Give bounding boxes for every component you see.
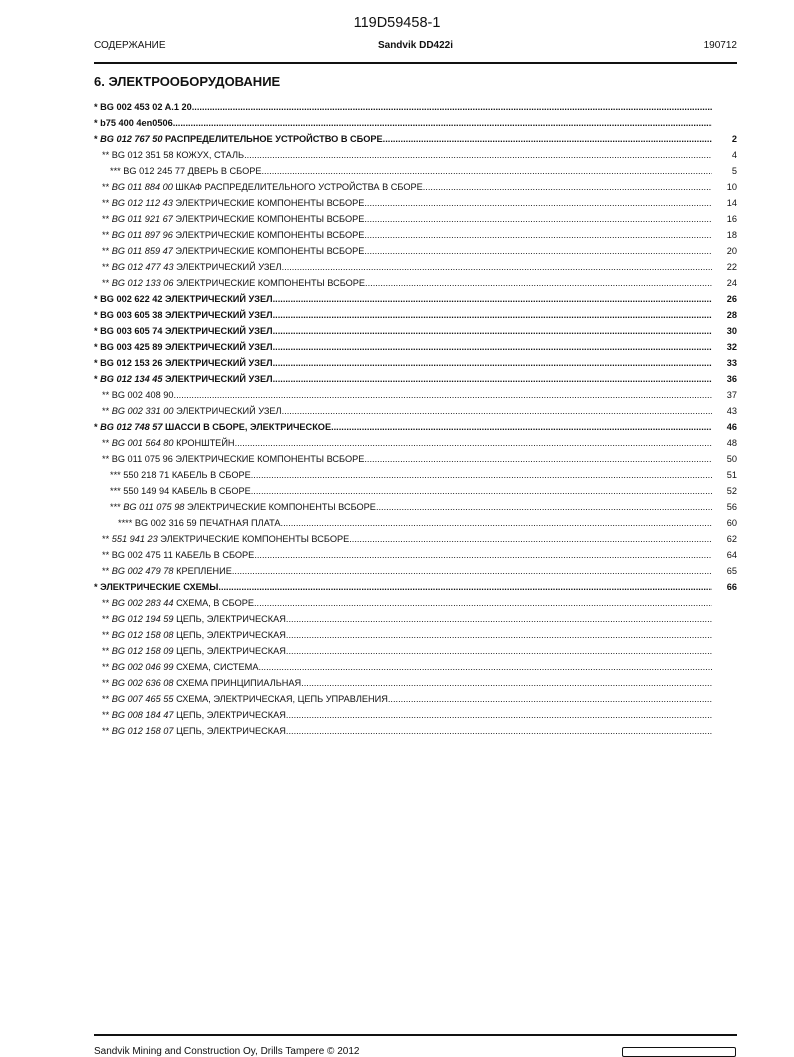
toc-entry-text — [94, 307, 712, 323]
toc-entry-page-number: 26 — [726, 294, 737, 304]
toc-entry-level-marker: ** — [102, 646, 112, 656]
toc-entry-level-marker: * — [94, 358, 101, 368]
toc-entry[interactable] — [94, 163, 737, 179]
toc-entry-code: BG 011 921 67 — [111, 214, 173, 224]
toc-entry-title: СХЕМА, ЭЛЕКТРИЧЕСКАЯ, ЦЕПЬ УПРАВЛЕНИЯ — [176, 694, 388, 704]
toc-entry-code: BG 001 564 80 — [111, 438, 174, 448]
toc-entry-page-number: 66 — [726, 582, 737, 592]
toc-entry-title: ЭЛЕКТРИЧЕСКИЕ КОМПОНЕНТЫ ВСБОРЕ — [186, 502, 376, 512]
toc-entry-level-marker: ** — [102, 710, 112, 720]
toc-entry-level-marker: ** — [102, 726, 112, 736]
toc-entry-level-marker: * — [94, 102, 101, 112]
toc-entry-text — [94, 339, 712, 355]
toc-entry-level-marker: *** — [110, 486, 124, 496]
toc-entry[interactable] — [94, 691, 737, 707]
toc-entry-code: BG 012 477 43 — [111, 262, 174, 272]
section-title: 6. ЭЛЕКТРООБОРУДОВАНИЕ — [94, 74, 281, 89]
toc-entry-title: ЭЛЕКТРИЧЕСКИЙ УЗЕЛ — [176, 406, 282, 416]
toc-entry-title: СХЕМА ПРИНЦИПИАЛЬНАЯ — [176, 678, 302, 688]
toc-entry-page-number: 22 — [726, 262, 737, 272]
toc-entry-text — [102, 435, 712, 451]
toc-entry[interactable] — [94, 227, 737, 243]
toc-entry-title: ЭЛЕКТРИЧЕСКИЕ КОМПОНЕНТЫ ВСБОРЕ — [175, 230, 365, 240]
toc-entry-title: ЭЛЕКТРИЧЕСКИЕ КОМПОНЕНТЫ ВСБОРЕ — [175, 246, 365, 256]
toc-entry-title: КАБЕЛЬ В СБОРЕ — [171, 486, 251, 496]
toc-entry-level-marker: * — [94, 422, 101, 432]
toc-entry-text — [102, 531, 712, 547]
toc-entry-level-marker: ** — [102, 630, 112, 640]
toc-entry-code: BG 002 331 00 — [111, 406, 174, 416]
toc-entry[interactable] — [94, 403, 737, 419]
toc-entry-level-marker: ** — [102, 694, 112, 704]
toc-entry-text — [94, 355, 712, 371]
toc-entry-text — [94, 99, 712, 115]
toc-entry-page-number: 64 — [726, 550, 737, 560]
toc-entry-level-marker: * — [94, 342, 101, 352]
toc-entry-text — [110, 163, 712, 179]
toc-entry-title: ЭЛЕКТРИЧЕСКИЕ КОМПОНЕНТЫ ВСБОРЕ — [160, 534, 350, 544]
toc-entry[interactable] — [94, 371, 737, 387]
toc-entry-code: BG 003 605 38 — [100, 310, 163, 320]
toc-entry-page-number: 10 — [726, 182, 737, 192]
toc-entry-text — [118, 515, 712, 531]
toc-entry-code: BG 002 046 99 — [111, 662, 174, 672]
toc-entry-level-marker: ** — [102, 198, 112, 208]
toc-entry-code: BG 012 133 06 — [111, 278, 174, 288]
toc-entry[interactable] — [94, 611, 737, 627]
toc-entry-page-number: 56 — [726, 502, 737, 512]
toc-entry-code: 550 218 71 — [123, 470, 170, 480]
toc-entry-text — [94, 419, 712, 435]
toc-entry-level-marker: * — [94, 326, 101, 336]
toc-entry-text — [94, 371, 712, 387]
toc-entry-text — [102, 675, 712, 691]
toc-entry-code: BG 002 622 42 — [100, 294, 163, 304]
toc-entry-title: ШКАФ РАСПРЕДЕЛИТЕЛЬНОГО УСТРОЙСТВА В СБОРЕ — [175, 182, 423, 192]
toc-entry[interactable] — [94, 643, 737, 659]
toc-entry-page-number: 65 — [726, 566, 737, 576]
toc-entry-page-number: 37 — [726, 390, 737, 400]
toc-entry-text — [110, 483, 712, 499]
toc-entry-code: BG 011 075 96 — [111, 454, 173, 464]
toc-entry-text — [102, 275, 712, 291]
toc-entry-title: РАСПРЕДЕЛИТЕЛЬНОЕ УСТРОЙСТВО В СБОРЕ — [165, 134, 383, 144]
toc-entry-level-marker: ** — [102, 230, 112, 240]
toc-entry[interactable] — [94, 355, 737, 371]
page-header — [94, 40, 737, 56]
toc-entry-level-marker: *** — [110, 166, 124, 176]
toc-entry-page-number: 28 — [726, 310, 737, 320]
toc-entry-title: ЭЛЕКТРИЧЕСКИЙ УЗЕЛ — [165, 294, 273, 304]
toc-entry-title: КОЖУХ, СТАЛЬ — [176, 150, 245, 160]
toc-entry-code: BG 011 075 98 — [123, 502, 185, 512]
toc-entry-level-marker: * — [94, 294, 101, 304]
toc-entry-code: BG 012 767 50 — [100, 134, 163, 144]
toc-entry[interactable] — [94, 291, 737, 307]
toc-entry-code: BG 011 897 96 — [111, 230, 173, 240]
toc-entry[interactable] — [94, 307, 737, 323]
toc-entry-title: ЭЛЕКТРИЧЕСКИЙ УЗЕЛ — [165, 342, 273, 352]
toc-entry-page-number: 30 — [726, 326, 737, 336]
toc-entry-level-marker: **** — [118, 518, 135, 528]
toc-entry-code: 551 941 23 — [111, 534, 158, 544]
toc-entry-level-marker: ** — [102, 678, 112, 688]
toc-entry-level-marker: *** — [110, 502, 124, 512]
toc-entry-text — [102, 387, 712, 403]
toc-entry-code: ЭЛЕКТРИЧЕСКИЕ СХЕМЫ — [100, 582, 219, 592]
toc-entry-code: BG 011 884 00 — [111, 182, 173, 192]
toc-entry-text — [94, 291, 712, 307]
toc-entry-code: BG 012 245 77 — [123, 166, 186, 176]
toc-entry-level-marker: * — [94, 134, 101, 144]
toc-entry-text — [102, 611, 712, 627]
toc-entry-level-marker: * — [94, 374, 101, 384]
toc-entry[interactable] — [94, 147, 737, 163]
toc-entry-title: ШАССИ В СБОРЕ, ЭЛЕКТРИЧЕСКОЕ — [165, 422, 332, 432]
toc-entry-text — [102, 643, 712, 659]
footer-logo-icon — [622, 1047, 736, 1057]
toc-entry-code: BG 002 453 02 A.1 20 — [100, 102, 192, 112]
toc-entry-text — [102, 707, 712, 723]
toc-entry-page-number: 33 — [726, 358, 737, 368]
toc-entry-title: КРОНШТЕЙН — [176, 438, 235, 448]
toc-entry-code: BG 008 184 47 — [111, 710, 174, 720]
toc-entry-title: КАБЕЛЬ В СБОРЕ — [171, 470, 251, 480]
toc-entry-level-marker: ** — [102, 214, 112, 224]
toc-entry-code: BG 012 351 58 — [111, 150, 174, 160]
toc-entry-text — [94, 323, 712, 339]
toc-entry-title: ЭЛЕКТРИЧЕСКИЕ КОМПОНЕНТЫ ВСБОРЕ — [176, 278, 366, 288]
toc-entry-level-marker: ** — [102, 566, 112, 576]
toc-entry-text — [102, 243, 712, 259]
toc-entry-page-number: 18 — [726, 230, 737, 240]
toc-entry-level-marker: ** — [102, 534, 112, 544]
toc-entry[interactable] — [94, 515, 737, 531]
header-model-name: Sandvik DD422i — [377, 40, 454, 51]
header-date-code: 190712 — [703, 40, 737, 51]
toc-entry-text — [94, 115, 712, 131]
toc-entry-page-number: 43 — [726, 406, 737, 416]
toc-entry-level-marker: ** — [102, 246, 112, 256]
toc-entry-page-number: 36 — [726, 374, 737, 384]
toc-entry-page-number: 60 — [726, 518, 737, 528]
toc-entry-code: BG 002 283 44 — [111, 598, 174, 608]
toc-entry-page-number: 24 — [726, 278, 737, 288]
toc-entry-level-marker: * — [94, 582, 101, 592]
toc-entry-level-marker: ** — [102, 454, 112, 464]
toc-entry-level-marker: ** — [102, 278, 112, 288]
toc-entry-level-marker: ** — [102, 182, 112, 192]
toc-entry[interactable] — [94, 467, 737, 483]
toc-entry[interactable] — [94, 531, 737, 547]
header-divider — [94, 62, 737, 64]
toc-entry[interactable] — [94, 675, 737, 691]
toc-entry-title: ЦЕПЬ, ЭЛЕКТРИЧЕСКАЯ — [176, 710, 286, 720]
toc-entry-title: ПЕЧАТНАЯ ПЛАТА — [199, 518, 281, 528]
toc-entry-text — [102, 227, 712, 243]
toc-entry-text — [102, 563, 712, 579]
toc-entry-title: СХЕМА, СИСТЕМА — [176, 662, 259, 672]
toc-entry[interactable] — [94, 483, 737, 499]
toc-entry[interactable] — [94, 259, 737, 275]
toc-entry-level-marker: *** — [110, 470, 124, 480]
toc-entry-text — [102, 691, 712, 707]
toc-entry-text — [102, 403, 712, 419]
toc-entry-level-marker: ** — [102, 614, 112, 624]
toc-entry-code: BG 002 316 59 — [134, 518, 197, 528]
document-code: 119D59458-1 — [353, 15, 441, 31]
toc-entry-text — [102, 451, 712, 467]
toc-entry-title: ЭЛЕКТРИЧЕСКИЙ УЗЕЛ — [165, 358, 273, 368]
toc-entry[interactable] — [94, 563, 737, 579]
toc-entry-code: BG 012 194 59 — [111, 614, 174, 624]
toc-entry-page-number: 20 — [726, 246, 737, 256]
toc-entry-code: 550 149 94 — [123, 486, 170, 496]
toc-entry-code: BG 002 636 08 — [111, 678, 174, 688]
toc-entry-text — [102, 627, 712, 643]
toc-entry-code: BG 007 465 55 — [111, 694, 174, 704]
toc-entry[interactable] — [94, 579, 737, 595]
toc-entry-level-marker: ** — [102, 550, 112, 560]
toc-entry-code: BG 003 605 74 — [100, 326, 163, 336]
toc-entry-code: BG 011 859 47 — [111, 246, 173, 256]
toc-entry-title: ЭЛЕКТРИЧЕСКИЙ УЗЕЛ — [176, 262, 282, 272]
toc-entry[interactable] — [94, 195, 737, 211]
toc-entry-text — [94, 579, 712, 595]
toc-entry-text — [102, 595, 712, 611]
toc-entry-text — [102, 659, 712, 675]
toc-entry-title: ЭЛЕКТРИЧЕСКИЕ КОМПОНЕНТЫ ВСБОРЕ — [175, 214, 365, 224]
toc-entry-code: BG 002 475 11 — [111, 550, 173, 560]
toc-entry-text — [102, 723, 712, 739]
toc-entry-title: КАБЕЛЬ В СБОРЕ — [175, 550, 255, 560]
toc-entry-page-number: 16 — [726, 214, 737, 224]
toc-entry-title: ЭЛЕКТРИЧЕСКИЕ КОМПОНЕНТЫ ВСБОРЕ — [175, 198, 365, 208]
toc-entry[interactable] — [94, 339, 737, 355]
toc-entry-title: ЭЛЕКТРИЧЕСКИЙ УЗЕЛ — [165, 326, 273, 336]
toc-entry-title: ЦЕПЬ, ЭЛЕКТРИЧЕСКАЯ — [176, 614, 286, 624]
toc-entry-text — [102, 179, 712, 195]
toc-entry[interactable] — [94, 419, 737, 435]
toc-entry-title: ЭЛЕКТРИЧЕСКИЙ УЗЕЛ — [165, 310, 273, 320]
footer-copyright: Sandvik Mining and Construction Oy, Drills Tampere © 2012 — [94, 1046, 360, 1057]
toc-entry-text — [102, 195, 712, 211]
toc-entry-page-number: 52 — [726, 486, 737, 496]
toc-entry-level-marker: ** — [102, 406, 112, 416]
toc-entry-page-number: 2 — [731, 134, 737, 144]
toc-entry-text — [102, 259, 712, 275]
toc-entry-text — [110, 467, 712, 483]
toc-entry-code: BG 012 158 08 — [111, 630, 174, 640]
toc-entry[interactable] — [94, 115, 737, 131]
toc-entry-page-number: 62 — [726, 534, 737, 544]
toc-entry[interactable] — [94, 499, 737, 515]
toc-entry[interactable] — [94, 99, 737, 115]
table-of-contents — [94, 99, 737, 739]
toc-entry[interactable] — [94, 435, 737, 451]
toc-entry-level-marker: * — [94, 118, 101, 128]
toc-entry-level-marker: ** — [102, 598, 112, 608]
toc-entry-title: ЦЕПЬ, ЭЛЕКТРИЧЕСКАЯ — [176, 646, 286, 656]
toc-entry-code: BG 002 408 90 — [111, 390, 174, 400]
toc-entry-text — [102, 147, 712, 163]
toc-entry-title: ДВЕРЬ В СБОРЕ — [187, 166, 262, 176]
toc-entry-title: ЭЛЕКТРИЧЕСКИЙ УЗЕЛ — [165, 374, 273, 384]
toc-entry-code: BG 012 158 07 — [111, 726, 174, 736]
toc-entry-title: ЦЕПЬ, ЭЛЕКТРИЧЕСКАЯ — [176, 630, 286, 640]
toc-entry[interactable] — [94, 451, 737, 467]
toc-entry-level-marker: ** — [102, 438, 112, 448]
toc-entry-page-number: 51 — [726, 470, 737, 480]
toc-entry-page-number: 14 — [726, 198, 737, 208]
toc-entry[interactable] — [94, 243, 737, 259]
toc-entry[interactable] — [94, 131, 737, 147]
toc-entry[interactable] — [94, 627, 737, 643]
toc-entry-level-marker: ** — [102, 390, 112, 400]
toc-entry-code: b75 400 4en0506 — [100, 118, 173, 128]
toc-entry-code: BG 003 425 89 — [100, 342, 163, 352]
footer-divider — [94, 1034, 737, 1036]
toc-entry[interactable] — [94, 595, 737, 611]
toc-entry-title: СХЕМА, В СБОРЕ — [176, 598, 254, 608]
toc-entry-title: КРЕПЛЕНИЕ — [176, 566, 232, 576]
toc-entry-page-number: 4 — [731, 150, 737, 160]
toc-entry-page-number: 46 — [726, 422, 737, 432]
toc-entry[interactable] — [94, 179, 737, 195]
toc-entry-code: BG 012 112 43 — [111, 198, 173, 208]
toc-entry-code: BG 012 158 09 — [111, 646, 174, 656]
toc-entry[interactable] — [94, 547, 737, 563]
toc-entry-level-marker: ** — [102, 262, 112, 272]
toc-entry-level-marker: ** — [102, 150, 112, 160]
toc-entry-text — [102, 211, 712, 227]
toc-entry-text — [102, 547, 712, 563]
toc-entry-code: BG 012 748 57 — [100, 422, 163, 432]
toc-entry[interactable] — [94, 275, 737, 291]
toc-entry-page-number: 32 — [726, 342, 737, 352]
toc-entry[interactable] — [94, 723, 737, 739]
toc-entry[interactable] — [94, 387, 737, 403]
toc-entry-title: ЦЕПЬ, ЭЛЕКТРИЧЕСКАЯ — [176, 726, 286, 736]
toc-entry-text — [110, 499, 712, 515]
toc-entry-level-marker: ** — [102, 662, 112, 672]
toc-entry[interactable] — [94, 659, 737, 675]
toc-entry-code: BG 012 153 26 — [100, 358, 163, 368]
toc-entry[interactable] — [94, 323, 737, 339]
toc-entry-page-number: 5 — [731, 166, 737, 176]
toc-entry[interactable] — [94, 211, 737, 227]
toc-entry[interactable] — [94, 707, 737, 723]
toc-entry-code: BG 012 134 45 — [100, 374, 163, 384]
toc-entry-page-number: 48 — [726, 438, 737, 448]
toc-entry-page-number: 50 — [726, 454, 737, 464]
header-section-label: СОДЕРЖАНИЕ — [94, 40, 166, 51]
toc-entry-code: BG 002 479 78 — [111, 566, 174, 576]
toc-entry-level-marker: * — [94, 310, 101, 320]
toc-entry-text — [94, 131, 712, 147]
toc-entry-title: ЭЛЕКТРИЧЕСКИЕ КОМПОНЕНТЫ ВСБОРЕ — [175, 454, 365, 464]
